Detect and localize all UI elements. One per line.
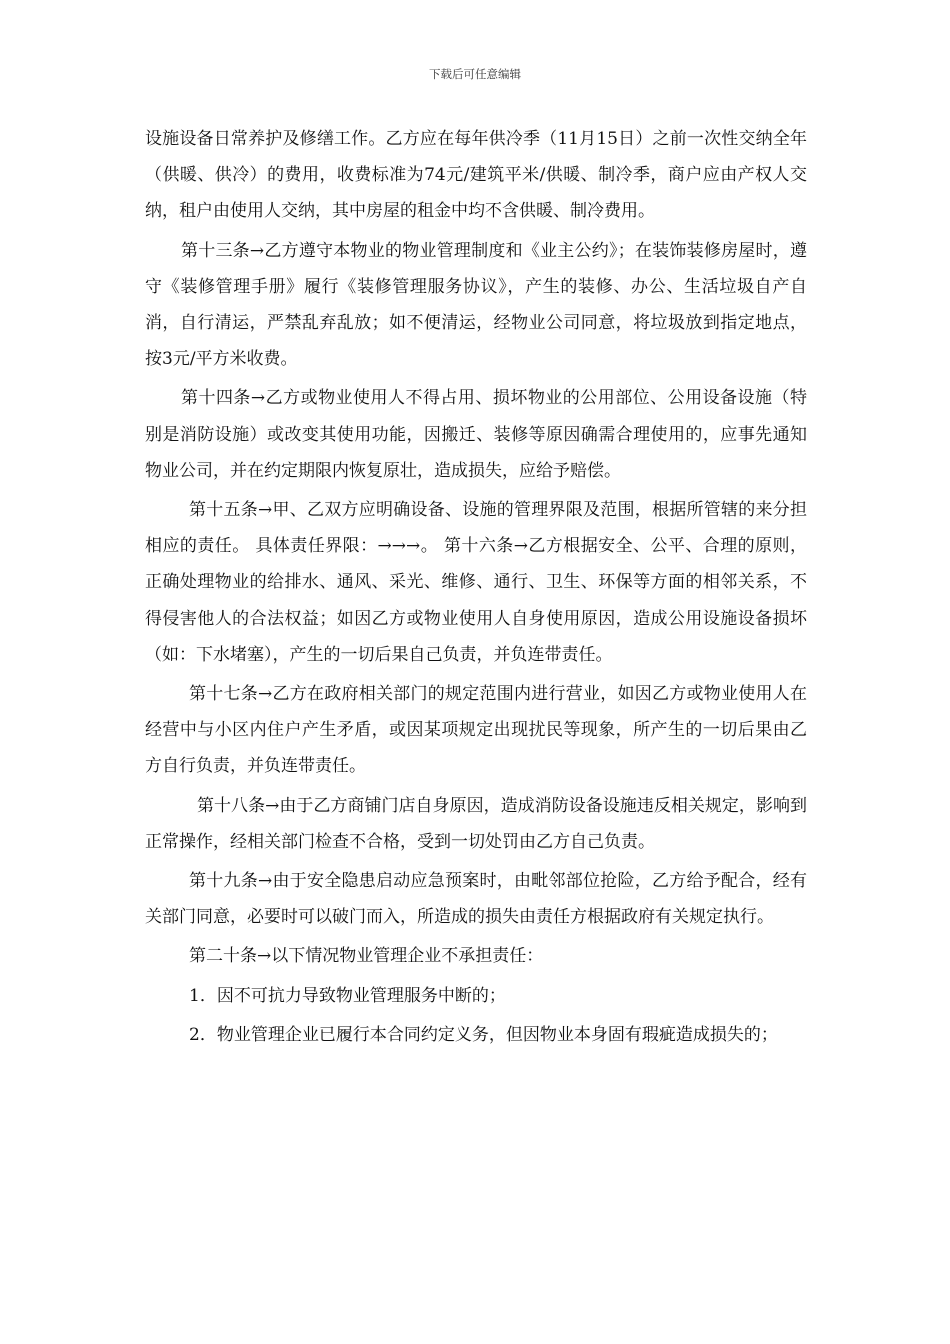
- paragraph-article-17: 第十七条→乙方在政府相关部门的规定范围内进行营业，如因乙方或物业使用人在经营中与小区内住户产生矛盾，或因某项规定出现扰民等现象，所产生的一切后果由乙方自行负责，并负连带责任。: [145, 684, 807, 777]
- paragraph-article-18: 第十八条→由于乙方商铺门店自身原因，造成消防设备设施违反相关规定，影响到正常操作，经相关部门检查不合格，受到一切处罚由乙方自己负责。: [145, 795, 807, 852]
- paragraph-article-15-16: 第十五条→甲、乙双方应明确设备、设施的管理界限及范围，根据所管辖的来分担相应的责任。 具体责任界限：→→→。 第十六条→乙方根据安全、公平、合理的原则，正确处理物业的给排水、通风、采光、维修、通行、卫生、环保等方面的相邻关系，不得侵害他人的合法权益；如因乙方或物业使用人自身使用原因，造成公用设施设备损坏（如：下水堵塞），产生的一切后果自己负责，并负连带责任。: [145, 500, 807, 665]
- paragraph-article-20: 第二十条→以下情况物业管理企业不承担责任：: [189, 946, 544, 967]
- document-body: [145, 121, 807, 1053]
- paragraph-article-19: 第十九条→由于安全隐患启动应急预案时，由毗邻部位抢险，乙方给予配合，经有关部门同意，必要时可以破门而入，所造成的损失由责任方根据政府有关规定执行。: [145, 871, 807, 928]
- paragraph-heating-fees: 设施设备日常养护及修缮工作。乙方应在每年供冷季（11月15日）之前一次性交纳全年（供暖、供冷）的费用，收费标准为74元/建筑平米/供暖、制冷季，商户应由产权人交纳，租户由使用人交纳，其中房屋的租金中均不含供暖、制冷费用。: [145, 129, 807, 222]
- page-header-note: 下载后可任意编辑: [429, 67, 521, 81]
- paragraph-article-14: 第十四条→乙方或物业使用人不得占用、损坏物业的公用部位、公用设备设施（特别是消防设施）或改变其使用功能，因搬迁、装修等原因确需合理使用的，应事先通知物业公司，并在约定期限内恢复原壮，造成损失，应给予赔偿。: [145, 388, 807, 481]
- list-item-force-majeure: 1．因不可抗力导致物业管理服务中断的；: [189, 985, 506, 1006]
- list-item-inherent-defect: 2．物业管理企业已履行本合同约定义务，但因物业本身固有瑕疵造成损失的；: [189, 1024, 778, 1045]
- paragraph-article-13: 第十三条→乙方遵守本物业的物业管理制度和《业主公约》；在装饰装修房屋时，遵守《装修管理手册》履行《装修管理服务协议》，产生的装修、办公、生活垃圾自产自消，自行清运，严禁乱弃乱放；如不便清运，经物业公司同意，将垃圾放到指定地点，按3元/平方米收费。: [145, 240, 807, 370]
